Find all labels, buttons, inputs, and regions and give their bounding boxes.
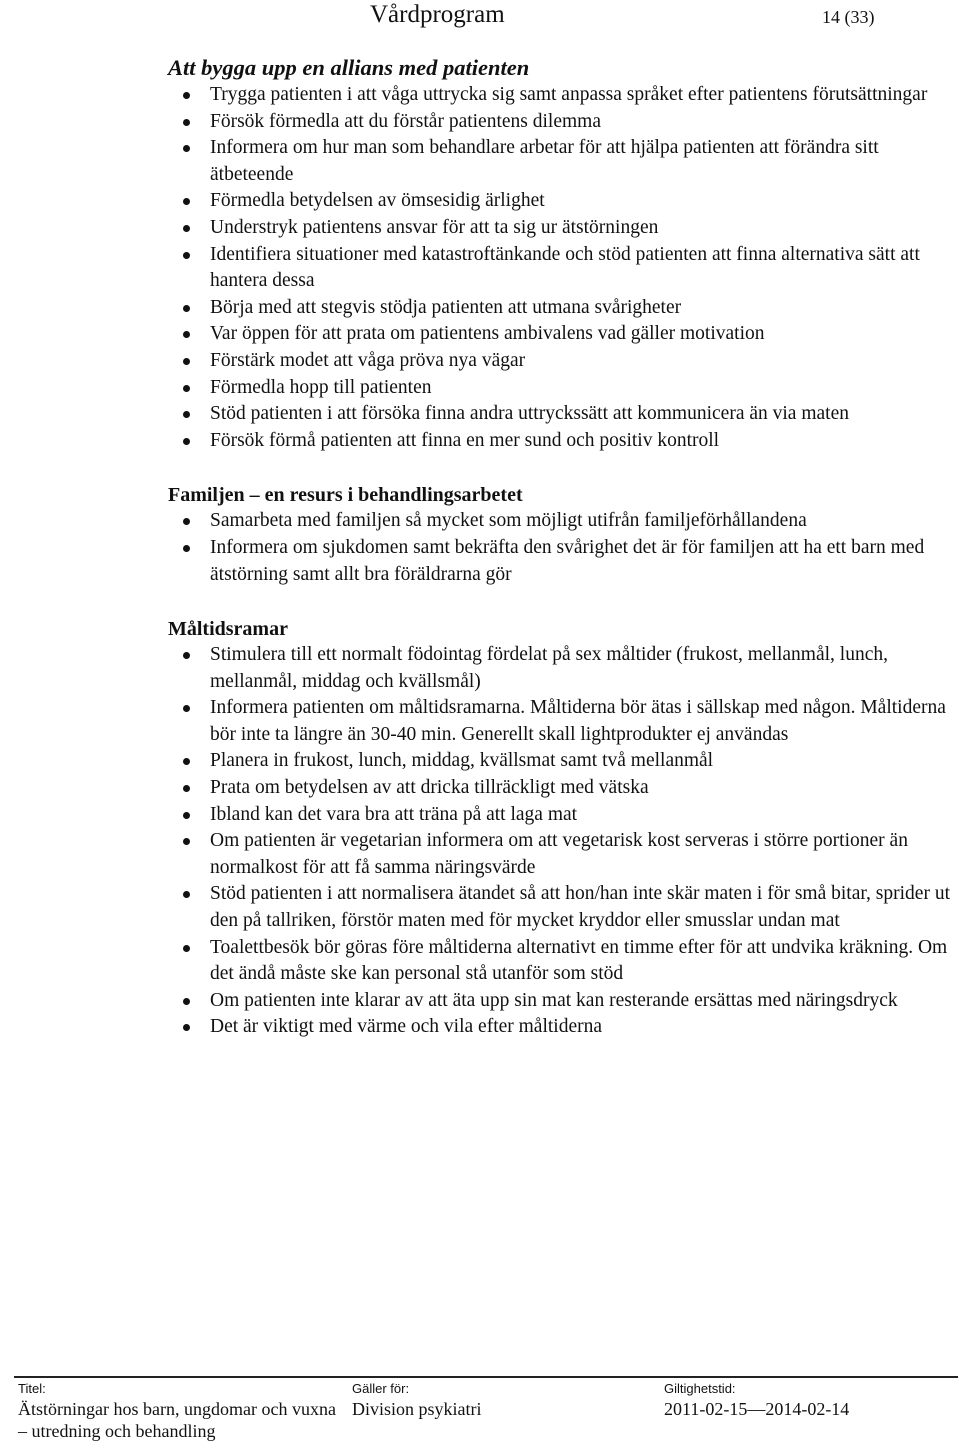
family-list	[168, 508, 958, 588]
footer-title-label: Titel:	[18, 1381, 46, 1396]
list-item-text: Om patienten inte klarar av att äta upp sin mat kan resterande ersättas med näringsdryck	[210, 989, 898, 1011]
section-title-family: Familjen – en resurs i behandlingsarbetet	[168, 484, 523, 507]
list-item	[168, 109, 958, 136]
alliance-list	[168, 82, 958, 454]
bullet-icon	[183, 545, 190, 552]
list-item	[168, 775, 958, 802]
list-item-text: Om patienten är vegetarian informera om att vegetarisk kost serveras i större portioner än normalkost för att få samma näringsvärde	[210, 830, 908, 878]
list-item-text: Samarbeta med familjen så mycket som möjligt utifrån familjeförhållandena	[210, 510, 807, 532]
list-item-text: Prata om betydelsen av att dricka tillräckligt med vätska	[210, 777, 649, 799]
list-item-text: Förmedla betydelsen av ömsesidig ärlighet	[210, 190, 545, 212]
page-footer	[0, 1380, 960, 1443]
bullet-icon	[183, 785, 190, 792]
page-header	[0, 0, 960, 40]
list-item-text: Börja med att stegvis stödja patienten att utmana svårigheter	[210, 296, 682, 318]
list-item-text: Förmedla hopp till patienten	[210, 376, 432, 398]
list-item	[168, 428, 958, 455]
list-item-text: Informera om sjukdomen samt bekräfta den svårighet det är för familjen att ha ett barn med ätstörning samt allt bra föräldrarna gör	[210, 536, 925, 585]
page-number: 14 (33)	[822, 7, 875, 27]
list-item	[168, 321, 958, 348]
list-item-text: Stöd patienten i att försöka finna andra uttryckssätt att kommunicera än via maten	[210, 403, 849, 425]
list-item	[168, 295, 958, 322]
bullet-icon	[183, 252, 190, 259]
list-item	[168, 348, 958, 375]
list-item-text: Det är viktigt med värme och vila efter måltiderna	[210, 1016, 603, 1038]
list-item	[168, 188, 958, 215]
footer-validity-value: 2011-02-15––2014-02-14	[664, 1399, 850, 1419]
bullet-icon	[183, 198, 190, 205]
bullet-icon	[183, 358, 190, 365]
list-item	[168, 802, 958, 829]
list-item	[168, 375, 958, 402]
list-item	[168, 935, 958, 988]
list-item-text: Toalettbesök bör göras före måltiderna alternativt en timme efter för att undvika kräkning. Om det ändå måste ske kan personal stå utanför som stöd	[210, 936, 948, 985]
bullet-icon	[183, 518, 190, 525]
list-item-text: Identifiera situationer med katastroftänkande och stöd patienten att finna alternativa sätt att hantera dessa	[210, 243, 920, 292]
list-item	[168, 135, 958, 188]
bullet-icon	[183, 305, 190, 312]
meals-list	[168, 642, 958, 1041]
bullet-icon	[183, 411, 190, 418]
footer-applies-block	[352, 1380, 642, 1420]
list-item	[168, 748, 958, 775]
bullet-icon	[183, 385, 190, 392]
bullet-icon	[183, 92, 190, 99]
list-item	[168, 828, 958, 881]
section-title-meals: Måltidsramar	[168, 618, 288, 641]
footer-applies-value: Division psykiatri	[352, 1399, 482, 1419]
footer-divider	[14, 1376, 958, 1378]
list-item-text: Försök förmå patienten att finna en mer sund och positiv kontroll	[210, 429, 720, 451]
bullet-icon	[183, 945, 190, 952]
section-title-alliance: Att bygga upp en allians med patienten	[168, 55, 530, 80]
list-item-text: Stimulera till ett normalt födointag fördelat på sex måltider (frukost, mellanmål, lunch, mellanmål, middag och kvällsmål)	[210, 644, 888, 692]
bullet-icon	[183, 1024, 190, 1031]
list-item	[168, 881, 958, 934]
list-item-text: Planera in frukost, lunch, middag, kvällsmat samt två mellanmål	[210, 750, 714, 772]
bullet-icon	[183, 145, 190, 152]
list-item-text: Informera om hur man som behandlare arbetar för att hjälpa patienten att förändra sitt ätbeteende	[210, 137, 879, 185]
bullet-icon	[183, 705, 190, 712]
document-body	[168, 54, 958, 1041]
list-item	[168, 535, 958, 588]
bullet-icon	[183, 838, 190, 845]
footer-title-value: Ätstörningar hos barn, ungdomar och vuxna – utredning och behandling	[18, 1399, 336, 1441]
list-item	[168, 695, 958, 748]
list-item	[168, 82, 958, 109]
bullet-icon	[183, 998, 190, 1005]
bullet-icon	[183, 758, 190, 765]
document-title: Vårdprogram	[370, 1, 505, 28]
list-item-text: Ibland kan det vara bra att träna på att laga mat	[210, 803, 578, 825]
list-item	[168, 508, 958, 535]
bullet-icon	[183, 438, 190, 445]
footer-validity-block	[664, 1380, 954, 1420]
list-item-text: Trygga patienten i att våga uttrycka sig samt anpassa språket efter patientens förutsättningar	[210, 84, 928, 105]
list-item-text: Stöd patienten i att normalisera ätandet så att hon/han inte skär maten i för små bitar, sprider ut den på tallriken, förstör maten med för mycket kryddor eller smusslar undan mat	[210, 883, 951, 932]
bullet-icon	[183, 891, 190, 898]
list-item	[168, 642, 958, 695]
list-item-text: Understryk patientens ansvar för att ta sig ur ätstörningen	[210, 216, 659, 238]
footer-applies-label: Gäller för:	[352, 1381, 410, 1396]
footer-title-block	[18, 1380, 338, 1442]
list-item	[168, 215, 958, 242]
list-item-text: Var öppen för att prata om patientens ambivalens vad gäller motivation	[210, 323, 765, 345]
footer-validity-label: Giltighetstid:	[664, 1381, 736, 1396]
list-item	[168, 242, 958, 295]
list-item-text: Förstärk modet att våga pröva nya vägar	[210, 349, 526, 371]
bullet-icon	[183, 652, 190, 659]
bullet-icon	[183, 331, 190, 338]
list-item	[168, 1014, 958, 1041]
list-item	[168, 988, 958, 1015]
list-item	[168, 401, 958, 428]
bullet-icon	[183, 225, 190, 232]
list-item-text: Informera patienten om måltidsramarna. Måltiderna bör ätas i sällskap med någon. Måltiderna bör inte ta längre än 30-40 min. Generellt skall lightprodukter ej användas	[210, 697, 946, 745]
bullet-icon	[183, 119, 190, 126]
bullet-icon	[183, 812, 190, 819]
list-item-text: Försök förmedla att du förstår patientens dilemma	[210, 110, 601, 132]
